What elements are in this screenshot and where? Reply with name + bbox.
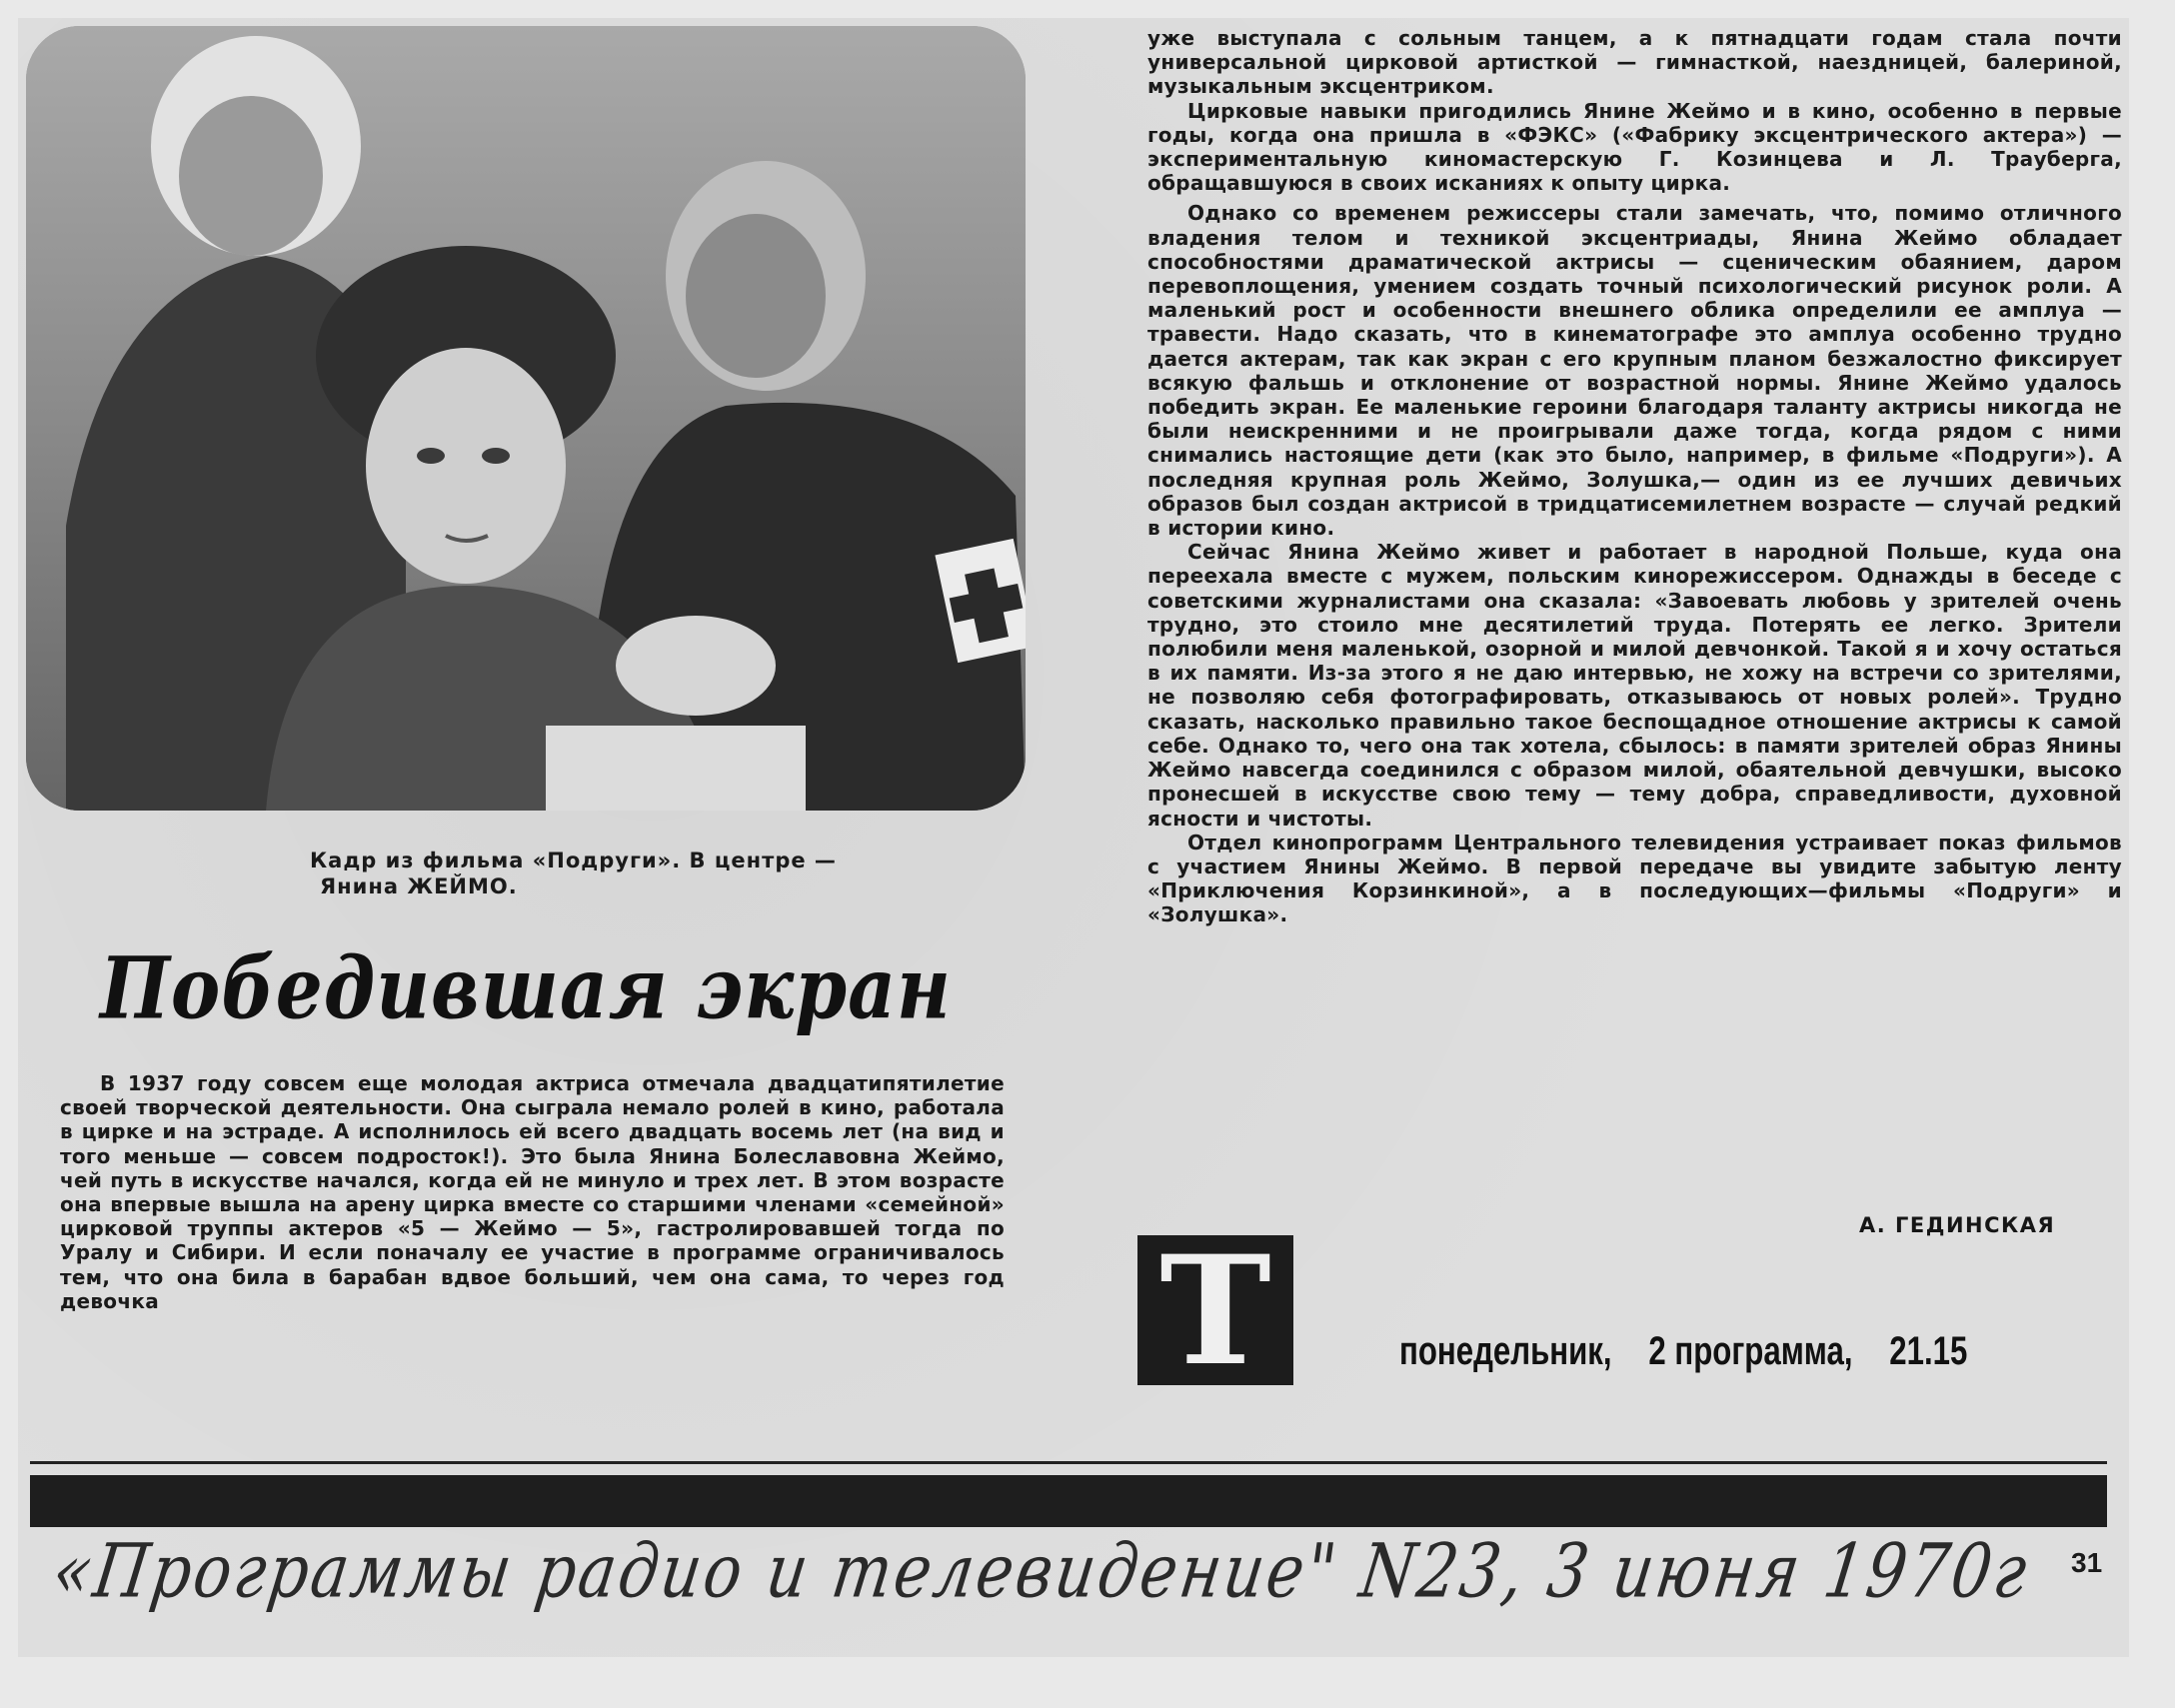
- photo-caption-line-2: Янина ЖЕЙМО.: [320, 874, 518, 898]
- article-author: А. ГЕДИНСКАЯ: [1859, 1213, 2056, 1237]
- article-body-right-column: [1147, 26, 2122, 927]
- tv-logo-icon: [1137, 1235, 1293, 1385]
- divider-line: [30, 1461, 2107, 1464]
- article-paragraph: Отдел кинопрограмм Центрального телевидения устраивает показ фильмов с участием Янины Жеймо. В первой передаче вы увидите забытую ленту «Приключения Корзинкиной», а в последующих—фильмы «Подруги» и «Золушка».: [1147, 830, 2122, 927]
- article-paragraph: Однако со временем режиссеры стали замечать, что, помимо отличного владения телом и техникой эксцентриады, Янина Жеймо обладает способностями драматической актрисы — сценическим обаянием, даром перевоплощения, умением создать точный психологический рисунок роли. А маленький рост и особенности внешнего облика определили ее амплуа — травести. Надо сказать, что в кинематографе это амплуа особенно трудно дается актерам, так как экран с его крупным планом безжалостно фиксирует всякую фальшь и отклонение от возрастной нормы. Янине Жеймо удалось победить экран. Ее маленькие героини благодаря таланту актрисы никогда не были неискренними и не проигрывали даже тогда, когда рядом с ними снимались настоящие дети (как это было, например, в фильме «Подруги»). А последняя крупная роль Жеймо, Золушка,— один из ее лучших девичьих образов был создан актрисой в тридцатисемилетнем возрасте — случай редкий в истории кино.: [1147, 201, 2122, 541]
- article-paragraph: Сейчас Янина Жеймо живет и работает в народной Польше, куда она переехала вместе с мужем, польским кинорежиссером. Однажды в беседе с советскими журналистами она сказала: «Завоевать любовь у зрителей очень трудно, это стоило мне десятилетий труда. Потерять ее легко. Зрители полюбили меня маленькой, озорной и милой девчонкой. Такой я и хочу остаться в их памяти. Из-за этого я не даю интервью, не хожу на встречи со зрителями, не позволяю себя фотографировать, отказываюсь от новых ролей». Трудно сказать, насколько правильно такое беспощадное отношение актрисы к самой себе. Однако то, чего она так хотела, сбылось: в памяти зрителей образ Янины Жеймо навсегда соединился с образом милой, обаятельной девчушки, высоко пронесшей в искусстве свою тему — тему добра, справедливости, духовной ясности и чистоты.: [1147, 540, 2122, 831]
- photo-caption: [310, 848, 1010, 899]
- divider-bar: [30, 1475, 2107, 1527]
- schedule-time: 21.15: [1889, 1329, 1968, 1373]
- article-paragraph: Цирковые навыки пригодились Янине Жеймо и в кино, особенно в первые годы, когда она пришла в «ФЭКС» («Фабрику эксцентрического актера») — экспериментальную киномастерскую Г. Козинцева и Л. Трауберга, обращавшуюся в своих исканиях к опыту цирка.: [1147, 98, 2122, 196]
- photo-caption-line-1: Кадр из фильма «Подруги». В центре —: [310, 849, 837, 872]
- article-paragraph: В 1937 году совсем еще молодая актриса отмечала двадцатипятилетие своей творческой деятельности. Она сыграла немало ролей в кино, работала в цирке и на эстраде. А исполнилось ей всего двадцать восемь лет (на вид и того меньше — совсем подросток!). Это была Янина Болеславовна Жеймо, чей путь в искусстве начался, когда ей не минуло и трех лет. В этом возрасте она впервые вышла на арену цирка вместе со старшими членами «семейной» цирковой труппы актеров «5 — Жеймо — 5», гастролировавшей тогда по Уралу и Сибири. И если поначалу ее участие в программе ограничивалось тем, что она била в барабан вдвое больший, чем она сама, то через год девочка: [60, 1071, 1005, 1313]
- handwritten-source-note: «Программы радио и телевидение" N23, 3 июня 1970г: [47, 1527, 2035, 1615]
- film-still-photo: [26, 26, 1026, 811]
- article-paragraph: уже выступала с сольным танцем, а к пятнадцати годам стала почти универсальной цирковой артисткой — гимнасткой, наездницей, балериной, музыкальным эксцентриком.: [1147, 26, 2122, 99]
- film-still-illustration: [26, 26, 1026, 811]
- tv-logo-graphic: [1137, 1235, 1293, 1385]
- tv-logo-letter: T: [1159, 1235, 1271, 1385]
- schedule-day: понедельник,: [1399, 1329, 1612, 1373]
- schedule-channel: 2 программа,: [1648, 1329, 1853, 1373]
- article-headline: Победившая экран: [100, 939, 953, 1039]
- page-number: 31: [2071, 1547, 2103, 1578]
- article-body-left-column: [60, 1071, 1005, 1313]
- broadcast-schedule: [1399, 1329, 1995, 1374]
